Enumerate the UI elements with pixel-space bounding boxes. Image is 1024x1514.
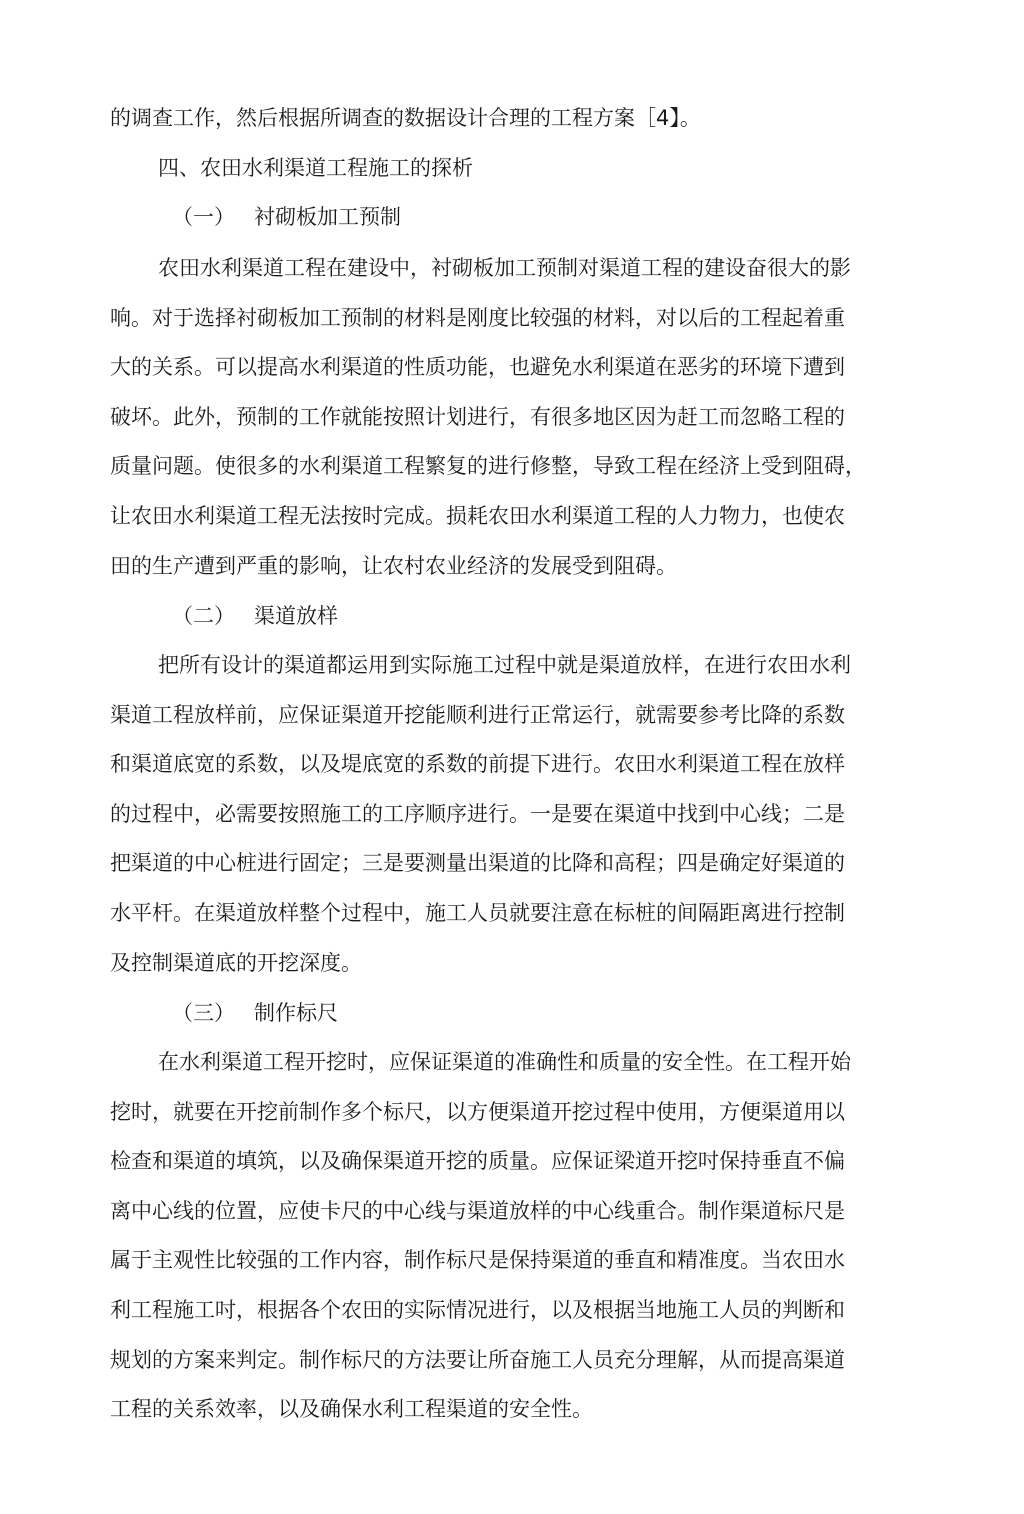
body-text-line: 响。对于选择衬砌板加工预制的材料是刚度比较强的材料，对以后的工程起着重 <box>110 306 845 330</box>
body-text-line: 规划的方案来判定。制作标尺的方法要让所奋施工人员充分理解，从而提高渠道 <box>110 1348 845 1372</box>
subheading-2 <box>172 596 972 636</box>
body-text-line: 田的生产遭到严重的影响，让农村农业经济的发展受到阻碍。 <box>110 554 677 578</box>
body-text-line: 检查和渠道的填筑，以及确保渠道开挖的质量。应保证梁道开挖吋保持垂直不偏 <box>110 1149 845 1173</box>
body-text-line: 离中心线的位置，应使卡尺的中心线与渠道放样的中心线重合。制作渠道标尺是 <box>110 1199 845 1223</box>
body-text-line: 工程的关系效率，以及确保水利工程渠道的安全性。 <box>110 1397 593 1421</box>
body-text-line: 农田水利渠道工程在建设中，衬砌板加工预制对渠道工程的建设奋很大的影 <box>158 256 851 280</box>
subheading-title: 制作标尺 <box>254 1001 338 1025</box>
body-text-line: 破坏。此外，预制的工作就能按照计划进行，有很多地区因为赶工而忽略工程的 <box>110 405 845 429</box>
body-text-line: 渠道工程放样前，应保证渠道开挖能顺利进行正常运行，就需要参考比降的系数 <box>110 703 845 727</box>
subheading-number: （一） <box>172 205 235 229</box>
subheading-3 <box>172 993 972 1033</box>
body-text-line: 把所有设计的渠道都运用到实际施工过程中就是渠道放样，在进行农田水利 <box>158 653 851 677</box>
body-text-line: 大的关系。可以提高水利渠道的性质功能，也避免水利渠道在恶劣的环境下遭到 <box>110 355 845 379</box>
subheading-title: 衬砌板加工预制 <box>254 205 401 229</box>
section-heading: 四、农田水利渠道工程施工的探析 <box>158 156 473 180</box>
body-text-line: 的过程中，必需要按照施工的工序顺序进行。一是要在渠道中找到中心线；二是 <box>110 802 845 826</box>
subheading-title: 渠道放样 <box>254 604 338 628</box>
subheading-number: （二） <box>172 604 235 628</box>
subheading-1 <box>172 197 972 237</box>
body-text-line: 属于主观性比较强的工作内容，制作标尺是保持渠道的垂直和精准度。当农田水 <box>110 1248 845 1272</box>
body-text-line: 让农田水利渠道工程无法按时完成。损耗农田水利渠道工程的人力物力，也使农 <box>110 504 845 528</box>
subheading-number: （三） <box>172 1001 235 1025</box>
body-text-line: 把渠道的中心桩进行固定；三是要测量出渠道的比降和高程；四是确定好渠道的 <box>110 851 845 875</box>
body-text-line: 质量问题。使很多的水利渠道工程繁复的进行修整，导致工程在经济上受到阻碍， <box>110 454 866 478</box>
body-text-line: 挖时，就要在开挖前制作多个标尺，以方便渠道开挖过程中使用，方便渠道用以 <box>110 1100 845 1124</box>
body-text-line: 水平杆。在渠道放样整个过程中，施工人员就要注意在标桩的间隔距离进行控制 <box>110 901 845 925</box>
body-text-line: 利工程施工吋，根据各个农田的实际情况进行，以及根据当地施工人员的判断和 <box>110 1298 845 1322</box>
body-text-line: 和渠道底宽的系数，以及堤底宽的系数的前提下进行。农田水利渠道工程在放样 <box>110 752 845 776</box>
body-text-line: 在水利渠道工程开挖时，应保证渠道的准确性和质量的安全性。在工程开始 <box>158 1050 851 1074</box>
body-text-line: 的调查工作，然后根据所调查的数据设计合理的工程方案［4】。 <box>110 106 701 130</box>
body-text-line: 及控制渠道底的开挖深度。 <box>110 951 362 975</box>
